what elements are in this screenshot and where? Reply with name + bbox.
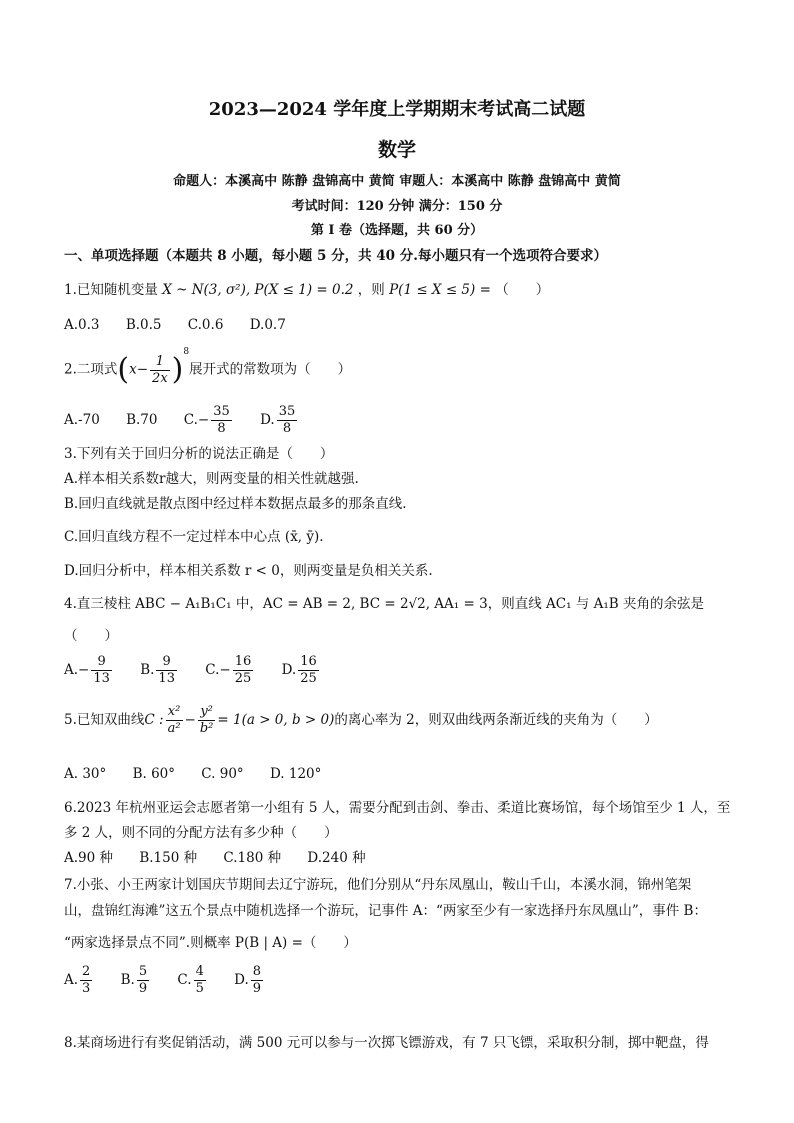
- q7-option-c-label: C.: [177, 972, 192, 988]
- q1-prefix: 1.已知随机变量: [64, 282, 158, 298]
- q5-condition: = 1(a > 0, b > 0): [217, 712, 335, 728]
- q4-option-b-label: B.: [140, 662, 155, 678]
- q5-suffix: 的离心率为 2，则双曲线两条渐近线的夹角为（ ）: [334, 712, 658, 728]
- q2-den: 2x: [152, 370, 168, 386]
- section-heading: 一、单项选择题（本题共 8 小题，每小题 5 分，共 40 分.每小题只有一个选项符合要求）: [64, 248, 607, 264]
- q5-option-a: A. 30°: [64, 766, 107, 782]
- q6-option-c: C.180 种: [223, 850, 282, 866]
- q5-option-b: B. 60°: [132, 766, 175, 782]
- q5-den-a: a²: [167, 721, 181, 736]
- q2-option-d-label: D.: [260, 412, 275, 428]
- q4-blank: （ ）: [64, 628, 118, 644]
- q7-option-b: [121, 960, 152, 1000]
- q5-num-x: x²: [166, 704, 183, 721]
- q5-fraction-y: [198, 704, 216, 737]
- q4-option-a: [64, 650, 114, 690]
- q5-minus: −: [184, 712, 196, 728]
- q3-option-a: A.样本相关系数r越大，则两变量的相关性就越强.: [64, 471, 359, 487]
- question-3: 3.下列有关于回归分析的说法正确是（ ）: [64, 446, 334, 462]
- q6-options: [64, 849, 388, 867]
- q1-option-a: A.0.3: [64, 317, 100, 333]
- q2-option-a: A.-70: [64, 412, 100, 428]
- question-8-line-1: 8.某商场进行有奖促销活动，满 500 元可以参与一次掷飞镖游戏，有 7 只飞镖，采取积分制，掷中靶盘，得: [64, 1035, 709, 1051]
- q4-option-b-num: 9: [156, 654, 177, 671]
- question-5: [64, 700, 658, 740]
- q4-option-d-num: 16: [300, 654, 317, 669]
- exam-info: 考试时间：120 分钟 满分：150 分: [291, 199, 503, 214]
- q7-option-c-num: 4: [195, 964, 204, 979]
- q2-options: [64, 400, 321, 440]
- q2-option-c: [184, 400, 234, 440]
- q5-option-c: C. 90°: [201, 766, 244, 782]
- q4-option-d-den: 25: [300, 671, 317, 686]
- question-7-line-3: “两家选择景点不同”.则概率 P(B | A) =（ ）: [64, 935, 357, 951]
- q1-option-c: C.0.6: [187, 317, 224, 333]
- q7-option-c-fraction: [194, 964, 206, 997]
- authors-line: 命题人：本溪高中 陈静 盘锦高中 黄简 审题人：本溪高中 陈静 盘锦高中 黄简: [173, 174, 621, 189]
- question-7-line-2: 山，盘锦红海滩”这五个景点中随机选择一个游玩，记事件 A：“两家至少有一家选择丹东凤凰山”，事件 B：: [64, 903, 707, 919]
- q6-option-a: A.90 种: [64, 850, 114, 866]
- q4-option-a-den: 13: [93, 671, 110, 686]
- question-6-line-2: 多 2 人，则不同的分配方法有多少种（ ）: [64, 825, 338, 841]
- q2-minus: −: [136, 361, 149, 378]
- volume-heading: 第 I 卷（选择题，共 60 分）: [310, 223, 484, 238]
- q7-options: [64, 960, 287, 1000]
- q4-option-d-fraction: [298, 654, 319, 687]
- q2-option-b: B.70: [126, 412, 158, 428]
- right-paren: ): [171, 352, 184, 387]
- q4-option-b-fraction: [156, 654, 177, 687]
- q5-option-d: D. 120°: [269, 766, 322, 782]
- q2-fraction: [150, 354, 170, 387]
- q4-options: [64, 650, 343, 690]
- question-6-line-1: 6.2023 年杭州亚运会志愿者第一小组有 5 人，需要分配到击剑、拳击、柔道比赛场馆，每个场馆至少 1 人，至: [64, 800, 731, 816]
- q4-option-c-num: 16: [234, 654, 252, 669]
- q2-option-d-num: 35: [278, 404, 296, 419]
- q4-option-b: [140, 650, 179, 690]
- q2-option-d: [260, 400, 299, 440]
- q4-option-d-label: D.: [281, 662, 297, 678]
- q4-option-a-sign: −: [78, 662, 90, 678]
- q4-option-c: [205, 650, 255, 690]
- q4-option-b-den: 13: [158, 671, 175, 686]
- q7-option-b-label: B.: [120, 972, 135, 988]
- q2-suffix: 展开式的常数项为（ ）: [189, 361, 352, 378]
- q5-den-b: b²: [199, 721, 214, 736]
- q2-x: x: [129, 361, 137, 378]
- q7-option-d-num: 8: [252, 964, 262, 979]
- q4-option-c-label: C.: [205, 662, 220, 678]
- question-4: 4.直三棱柱 ABC − A₁B₁C₁ 中，AC = AB = 2, BC = 2√2, AA₁ = 3，则直线 AC₁ 与 A₁B 夹角的余弦是: [64, 596, 704, 612]
- q7-option-d: [234, 960, 265, 1000]
- q2-num: 1: [150, 354, 170, 371]
- question-2: [64, 346, 351, 390]
- q7-option-a: [64, 960, 94, 1000]
- question-7-line-1: 7.小张、小王两家计划国庆节期间去辽宁游玩，他们分别从“丹东凤凰山，鞍山千山，本溪水洞，锦州笔架: [64, 877, 692, 893]
- q7-option-a-fraction: [80, 964, 92, 997]
- q2-option-c-num: 35: [213, 404, 230, 419]
- q3-option-d: D.回归分析中，样本相关系数 r < 0，则两变量是负相关关系.: [64, 563, 433, 579]
- subject-title: 数学: [377, 139, 416, 161]
- q7-option-a-label: A.: [64, 972, 79, 988]
- q1-options: [64, 316, 308, 334]
- q4-option-a-fraction: [91, 654, 112, 687]
- q7-option-c-den: 5: [195, 981, 204, 996]
- exam-title: 2023—2024 学年度上学期期末考试高二试题: [208, 99, 586, 120]
- q1-option-b: B.0.5: [125, 317, 162, 333]
- q1-formula2: P(1 ≤ X ≤ 5) =: [389, 282, 491, 298]
- q3-option-c: C.回归直线方程不一定过样本中心点 (x̄, ȳ).: [64, 529, 324, 545]
- q4-option-c-fraction: [233, 654, 254, 687]
- left-paren: (: [117, 352, 130, 387]
- q5-c: C :: [144, 712, 164, 728]
- q7-option-a-num: 2: [82, 964, 91, 979]
- q1-formula: X ~ N(3, σ²), P(X ≤ 1) = 0.2: [162, 282, 354, 298]
- q7-option-b-num: 5: [138, 964, 148, 979]
- q2-exponent: 8: [183, 347, 190, 357]
- q1-mid: ，则: [357, 282, 385, 298]
- q2-option-c-fraction: [211, 404, 232, 437]
- q2-option-d-fraction: [277, 404, 298, 437]
- q2-option-d-den: 8: [282, 421, 292, 436]
- q2-option-c-sign: −: [197, 412, 210, 428]
- q4-option-c-den: 25: [234, 671, 252, 686]
- q5-prefix: 5.已知双曲线: [64, 712, 145, 728]
- q7-option-b-den: 9: [138, 981, 148, 996]
- q7-option-c: [177, 960, 207, 1000]
- q7-option-d-den: 9: [252, 981, 262, 996]
- q6-option-b: B.150 种: [139, 850, 198, 866]
- q2-option-c-label: C.: [183, 412, 198, 428]
- q1-option-d: D.0.7: [249, 317, 286, 333]
- q5-options: [64, 765, 343, 783]
- q7-option-a-den: 3: [82, 981, 91, 996]
- q6-option-d: D.240 种: [307, 850, 366, 866]
- question-1: [64, 281, 549, 299]
- q4-option-a-label: A.: [64, 662, 79, 678]
- q2-prefix: 2.二项式: [64, 361, 118, 378]
- q4-option-a-num: 9: [91, 654, 112, 671]
- q7-option-b-fraction: [137, 964, 149, 997]
- q3-option-b: B.回归直线就是散点图中经过样本数据点最多的那条直线.: [64, 496, 407, 512]
- q7-option-d-fraction: [251, 964, 263, 997]
- q5-fraction-x: [166, 704, 183, 737]
- q5-num-y: y²: [198, 704, 216, 721]
- q7-option-d-label: D.: [234, 972, 249, 988]
- q4-option-d: [282, 650, 321, 690]
- q4-option-c-sign: −: [219, 662, 231, 678]
- q1-blank: （ ）: [495, 282, 550, 298]
- q2-option-c-den: 8: [217, 421, 226, 436]
